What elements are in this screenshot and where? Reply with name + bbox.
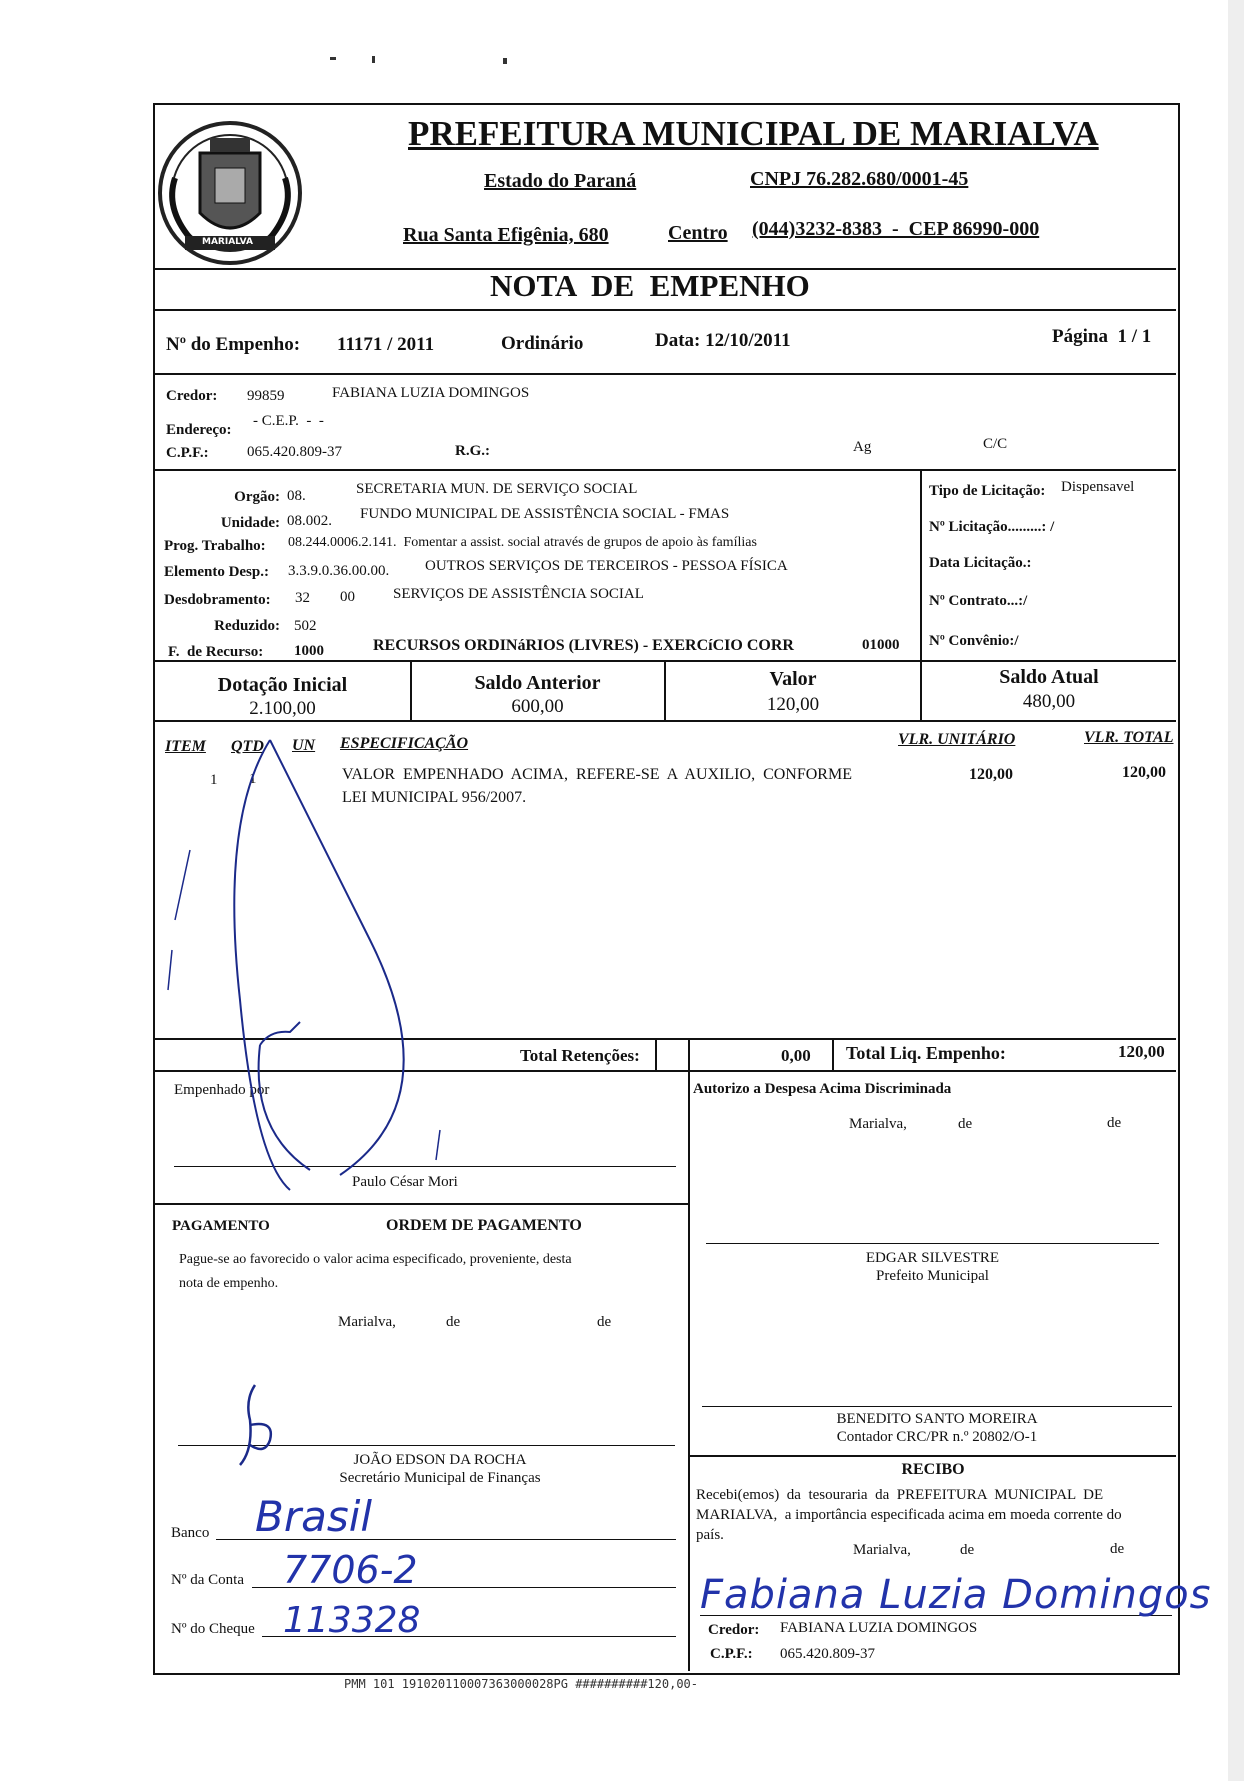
credor-code: 99859 xyxy=(247,388,285,404)
data-licitacao: Data Licitação.: xyxy=(929,555,1032,571)
saldo-atual-value: 480,00 xyxy=(1022,691,1076,712)
cheque-handwritten: 113328 xyxy=(283,1600,421,1641)
pagamento-de2: de xyxy=(597,1314,612,1330)
desdob-label: Desdobramento: xyxy=(164,592,271,608)
conta-handwritten: 7706-2 xyxy=(283,1548,418,1592)
item-spec-line1: VALOR EMPENHADO ACIMA, REFERE-SE A AUXILIO, CONFORME xyxy=(342,766,852,783)
autorizo-role: Prefeito Municipal xyxy=(876,1268,989,1284)
valor-value: 120,00 xyxy=(766,694,820,715)
totals-v2 xyxy=(688,1038,690,1671)
address-label: Endereço: xyxy=(166,422,232,438)
autorizo-place: Marialva, xyxy=(849,1116,907,1132)
rg-label: R.G.: xyxy=(455,443,490,459)
col-vlr-total: VLR. TOTAL xyxy=(1084,729,1174,746)
empenhado-signature-scribble xyxy=(160,700,480,1200)
totals-v3 xyxy=(832,1038,834,1070)
item-qtd: 1 xyxy=(249,771,257,787)
numero-convenio: Nº Convênio:/ xyxy=(929,633,1019,649)
reduzido-label: Reduzido: xyxy=(214,618,280,634)
dotacao-value: 2.100,00 xyxy=(249,698,316,719)
item-spec-line2: LEI MUNICIPAL 956/2007. xyxy=(342,789,527,806)
secretario-signature-scribble xyxy=(225,1380,295,1470)
elemento-label: Elemento Desp.: xyxy=(164,564,269,580)
credor-label: Credor: xyxy=(166,388,218,404)
recurso-name: RECURSOS ORDINáRIOS (LIVRES) - EXERCíCIO CORR xyxy=(373,637,794,654)
recibo-credor-name: FABIANA LUZIA DOMINGOS xyxy=(780,1620,978,1636)
cheque-label: Nº do Cheque xyxy=(171,1621,255,1637)
empenho-date: Data: 12/10/2011 xyxy=(655,330,791,351)
contador-signer: BENEDITO SANTO MOREIRA xyxy=(836,1411,1038,1427)
recibo-title: RECIBO xyxy=(901,1461,965,1478)
pagamento-signer: JOÃO EDSON DA ROCHA xyxy=(353,1452,527,1468)
recibo-credor-label: Credor: xyxy=(708,1622,760,1638)
scan-mark xyxy=(372,56,375,63)
pagamento-place: Marialva, xyxy=(338,1314,396,1330)
desdob-b: 00 xyxy=(340,589,355,605)
empenho-divider xyxy=(155,373,1176,375)
col-especificacao: ESPECIFICAÇÃO xyxy=(340,735,469,752)
elemento-code: 3.3.9.0.36.00.00. xyxy=(288,563,390,579)
recibo-text1: Recebi(emos) da tesouraria da PREFEITURA MUNICIPAL DE xyxy=(696,1487,1104,1503)
retencoes-value: 0,00 xyxy=(781,1046,811,1065)
ordem-pagamento: ORDEM DE PAGAMENTO xyxy=(386,1217,582,1234)
liq-label: Total Liq. Empenho: xyxy=(846,1043,1006,1063)
recibo-de1: de xyxy=(960,1542,975,1558)
unidade-name: FUNDO MUNICIPAL DE ASSISTÊNCIA SOCIAL - FMAS xyxy=(360,506,730,522)
liq-value: 120,00 xyxy=(1118,1042,1165,1061)
recurso-label: F. de Recurso: xyxy=(168,644,264,660)
col-un: UN xyxy=(292,737,316,754)
prog-value: 08.244.0006.2.141. Fomentar a assist. social através de grupos de apoio às famílias xyxy=(288,535,757,550)
scan-mark xyxy=(503,58,507,64)
header-address: Rua Santa Efigênia, 680 xyxy=(403,224,609,246)
item-total-value: 120,00 xyxy=(1122,764,1166,781)
empenhado-label: Empenhado por xyxy=(174,1082,270,1098)
conta-label: Nº da Conta xyxy=(171,1572,244,1588)
empenhado-signer: Paulo César Mori xyxy=(352,1174,458,1190)
contador-role: Contador CRC/PR n.º 20802/O-1 xyxy=(836,1429,1038,1445)
header-state: Estado do Paraná xyxy=(484,170,637,192)
title-divider xyxy=(155,309,1176,311)
header-title: PREFEITURA MUNICIPAL DE MARIALVA xyxy=(408,114,1099,153)
totals-v1 xyxy=(655,1038,657,1070)
recibo-text3: país. xyxy=(696,1527,724,1543)
numero-contrato: Nº Contrato...:/ xyxy=(929,593,1028,609)
header-district: Centro xyxy=(668,222,728,244)
doc-title: NOTA DE EMPENHO xyxy=(490,268,810,303)
tipo-licitacao-value: Dispensavel xyxy=(1061,479,1135,495)
saldo-atual-label: Saldo Atual xyxy=(999,666,1099,688)
unidade-code: 08.002. xyxy=(287,513,332,529)
pagamento-text1: Pague-se ao favorecido o valor acima especificado, proveniente, desta xyxy=(179,1252,572,1267)
reduzido-value: 502 xyxy=(294,618,317,634)
retencoes-label: Total Retenções: xyxy=(520,1046,640,1065)
credor-name: FABIANA LUZIA DOMINGOS xyxy=(332,385,530,401)
tipo-licitacao-label: Tipo de Licitação: xyxy=(929,483,1046,499)
autorizo-signature-line xyxy=(706,1243,1159,1244)
pagamento-role: Secretário Municipal de Finanças xyxy=(339,1470,541,1486)
col-vlr-unitario: VLR. UNITÁRIO xyxy=(898,731,1016,748)
elemento-name: OUTROS SERVIÇOS DE TERCEIROS - PESSOA FÍSICA xyxy=(425,558,788,574)
prog-label: Prog. Trabalho: xyxy=(164,538,266,554)
autorizo-de2: de xyxy=(1107,1115,1122,1131)
empenho-number: 11171 / 2011 xyxy=(337,334,435,355)
recibo-divider xyxy=(690,1455,1176,1457)
banco-label: Banco xyxy=(171,1525,210,1541)
recurso-num: 01000 xyxy=(862,637,900,653)
dotacao-label: Dotação Inicial xyxy=(217,674,348,696)
cc-label: C/C xyxy=(983,436,1008,452)
pagamento-label: PAGAMENTO xyxy=(172,1218,270,1234)
col-item: ITEM xyxy=(165,738,206,755)
recibo-cpf-label: C.P.F.: xyxy=(710,1646,753,1662)
recibo-place: Marialva, xyxy=(853,1542,911,1558)
saldo-anterior-label: Saldo Anterior xyxy=(474,672,601,694)
cpf-value: 065.420.809-37 xyxy=(247,444,342,460)
valor-label: Valor xyxy=(769,668,817,690)
recibo-cpf-value: 065.420.809-37 xyxy=(780,1646,875,1662)
recibo-de2: de xyxy=(1110,1541,1125,1557)
cpf-label: C.P.F.: xyxy=(166,445,209,461)
values-v2 xyxy=(664,660,666,720)
ag-label: Ag xyxy=(853,439,872,455)
orgao-code: 08. xyxy=(287,488,306,504)
empenho-page: Página 1 / 1 xyxy=(1052,326,1152,347)
unidade-label: Unidade: xyxy=(220,515,280,531)
item-number: 1 xyxy=(210,772,218,788)
recibo-handwritten-signature: Fabiana Luzia Domingos xyxy=(700,1572,1212,1618)
budget-vdivider xyxy=(920,469,922,720)
header-cnpj: CNPJ 76.282.680/0001-45 xyxy=(750,168,969,190)
desdob-a: 32 xyxy=(295,590,310,606)
contador-signature-line xyxy=(702,1406,1172,1407)
credor-divider xyxy=(155,469,1176,471)
seal-lettering: MARIALVA xyxy=(202,237,253,247)
scan-mark xyxy=(330,57,336,60)
pagamento-de1: de xyxy=(446,1314,461,1330)
recurso-code: 1000 xyxy=(294,643,324,659)
recibo-text2: MARIALVA, a importância especificada acima em moeda corrente do xyxy=(696,1507,1122,1523)
header-phone-cep: (044)3232-8383 - CEP 86990-000 xyxy=(752,218,1040,240)
orgao-label: Orgão: xyxy=(234,489,280,505)
item-unit-value: 120,00 xyxy=(969,766,1013,783)
empenho-label: Nº do Empenho: xyxy=(166,334,301,355)
empenhado-bottom xyxy=(155,1203,690,1205)
banco-handwritten: Brasil xyxy=(255,1492,373,1541)
address-value: - C.E.P. - - xyxy=(253,413,324,429)
col-qtd: QTD xyxy=(231,738,264,755)
coat-of-arms-logo xyxy=(155,118,305,268)
scan-mark xyxy=(1228,0,1244,1781)
autorizo-de1: de xyxy=(958,1116,973,1132)
footer-code: PMM 101 191020110007363000028PG ##########120,00- xyxy=(344,1677,699,1691)
desdob-name: SERVIÇOS DE ASSISTÊNCIA SOCIAL xyxy=(393,586,644,602)
pagamento-text2: nota de empenho. xyxy=(179,1276,279,1291)
autorizo-label: Autorizo a Despesa Acima Discriminada xyxy=(693,1081,952,1097)
empenho-type: Ordinário xyxy=(501,333,584,354)
numero-licitacao: Nº Licitação.........: / xyxy=(929,519,1055,535)
autorizo-signer: EDGAR SILVESTRE xyxy=(865,1250,1000,1266)
saldo-anterior-value: 600,00 xyxy=(511,696,564,717)
orgao-name: SECRETARIA MUN. DE SERVIÇO SOCIAL xyxy=(356,481,638,497)
